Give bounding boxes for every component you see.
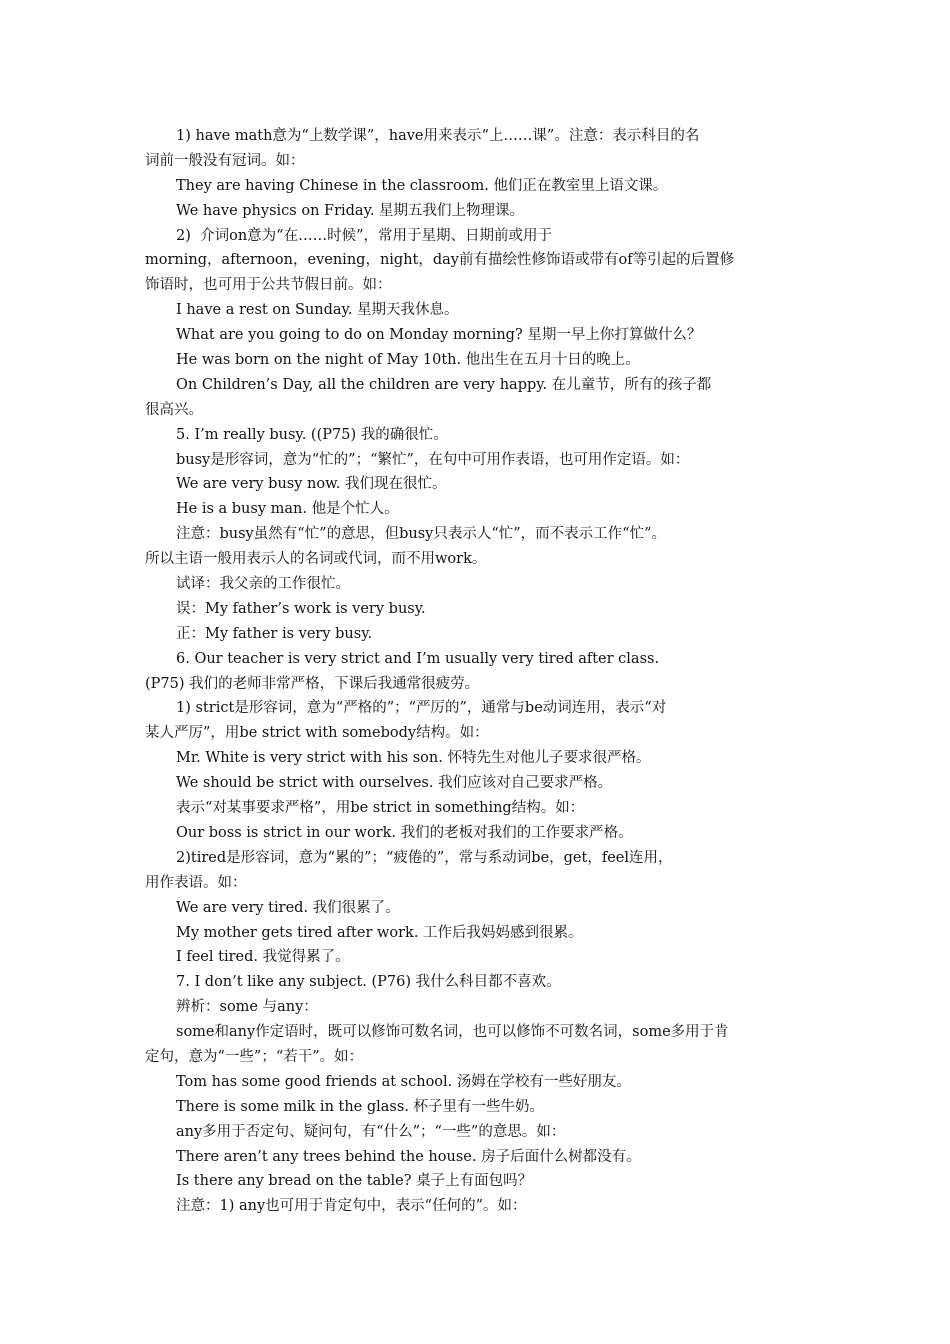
text-line: He was born on the night of May 10th. 他出生在五月十日的晚上。 [176, 352, 640, 369]
document-body [145, 124, 808, 1219]
text-line: There is some milk in the glass. 杯子里有一些牛奶。 [176, 1098, 545, 1115]
text-line: any多用于否定句、疑问句，有“什么”；“一些”的意思。如： [176, 1123, 566, 1140]
text-line: some和any作定语时，既可以修饰可数名词，也可以修饰不可数名词，some多用于肯 [176, 1024, 729, 1041]
text-line: 6. Our teacher is very strict and I’m usually very tired after class. [176, 650, 660, 667]
text-line: 试译：我父亲的工作很忙。 [176, 576, 350, 593]
text-line: What are you going to do on Monday morning? 星期一早上你打算做什么？ [176, 327, 702, 344]
text-line: 饰语时，也可用于公共节假日前。如： [145, 277, 392, 294]
text-line: 2) 介词on意为“在……时候”，常用于星期、日期前或用于 [176, 227, 552, 244]
text-line: 定句，意为“一些”；“若干”。如： [145, 1048, 364, 1065]
text-line: 7. I don’t like any subject. (P76) 我什么科目都不喜欢。 [176, 974, 561, 991]
text-line: 某人严厉”，用be strict with somebody结构。如： [145, 725, 489, 742]
text-line: On Children’s Day, all the children are very happy. 在儿童节，所有的孩子都 [176, 376, 712, 393]
text-line: 误：My father’s work is very busy. [176, 600, 426, 617]
text-line: 辨析：some 与any： [176, 999, 318, 1016]
text-line: 词前一般没有冠词。如： [145, 152, 305, 169]
text-line: 注意：1) any也可用于肯定句中，表示“任何的”。如： [176, 1198, 527, 1215]
text-line: 1) strict是形容词，意为“严格的”；“严厉的”，通常与be动词连用，表示“对 [176, 700, 667, 717]
text-line: 用作表语。如： [145, 874, 247, 891]
text-line: We should be strict with ourselves. 我们应该对自己要求严格。 [176, 775, 613, 792]
text-line: 5. I’m really busy. ((P75) 我的确很忙。 [176, 426, 448, 443]
text-line: Our boss is strict in our work. 我们的老板对我们的工作要求严格。 [176, 824, 633, 841]
text-line: We have physics on Friday. 星期五我们上物理课。 [176, 202, 525, 219]
text-line: 正：My father is very busy. [176, 625, 373, 642]
text-line: 很高兴。 [145, 401, 203, 418]
text-line: We are very busy now. 我们现在很忙。 [176, 476, 447, 493]
text-line: Is there any bread on the table? 桌子上有面包吗？ [176, 1173, 533, 1190]
text-line: They are having Chinese in the classroom. 他们正在教室里上语文课。 [176, 177, 668, 194]
text-line: 所以主语一般用表示人的名词或代词，而不用work。 [145, 551, 487, 568]
text-line: Mr. White is very strict with his son. 怀特先生对他儿子要求很严格。 [176, 750, 651, 767]
text-line: morning，afternoon，evening，night，day前有描绘性修饰语或带有of等引起的后置修 [145, 252, 735, 269]
text-line: Tom has some good friends at school. 汤姆在学校有一些好朋友。 [176, 1073, 631, 1090]
text-line: 2)tired是形容词，意为“累的”；“疲倦的”，常与系动词be，get，feel连用， [176, 849, 673, 866]
text-line: 注意：busy虽然有“忙”的意思，但busy只表示人“忙”，而不表示工作“忙”。 [176, 526, 666, 543]
text-line: My mother gets tired after work. 工作后我妈妈感到很累。 [176, 924, 583, 941]
text-line: (P75) 我们的老师非常严格，下课后我通常很疲劳。 [145, 675, 480, 692]
text-line: 1) have math意为“上数学课”，have用来表示“上……课”。注意：表示科目的名 [176, 128, 700, 144]
text-line: He is a busy man. 他是个忙人。 [176, 501, 399, 518]
text-line: There aren’t any trees behind the house. 房子后面什么树都没有。 [176, 1148, 641, 1165]
text-line: We are very tired. 我们很累了。 [176, 899, 400, 916]
text-line: I have a rest on Sunday. 星期天我休息。 [176, 302, 459, 319]
text-line: 表示“对某事要求严格”，用be strict in something结构。如： [176, 800, 585, 817]
text-line: busy是形容词，意为“忙的”；“繁忙”，在句中可用作表语，也可用作定语。如： [176, 451, 690, 468]
text-line: I feel tired. 我觉得累了。 [176, 949, 350, 966]
